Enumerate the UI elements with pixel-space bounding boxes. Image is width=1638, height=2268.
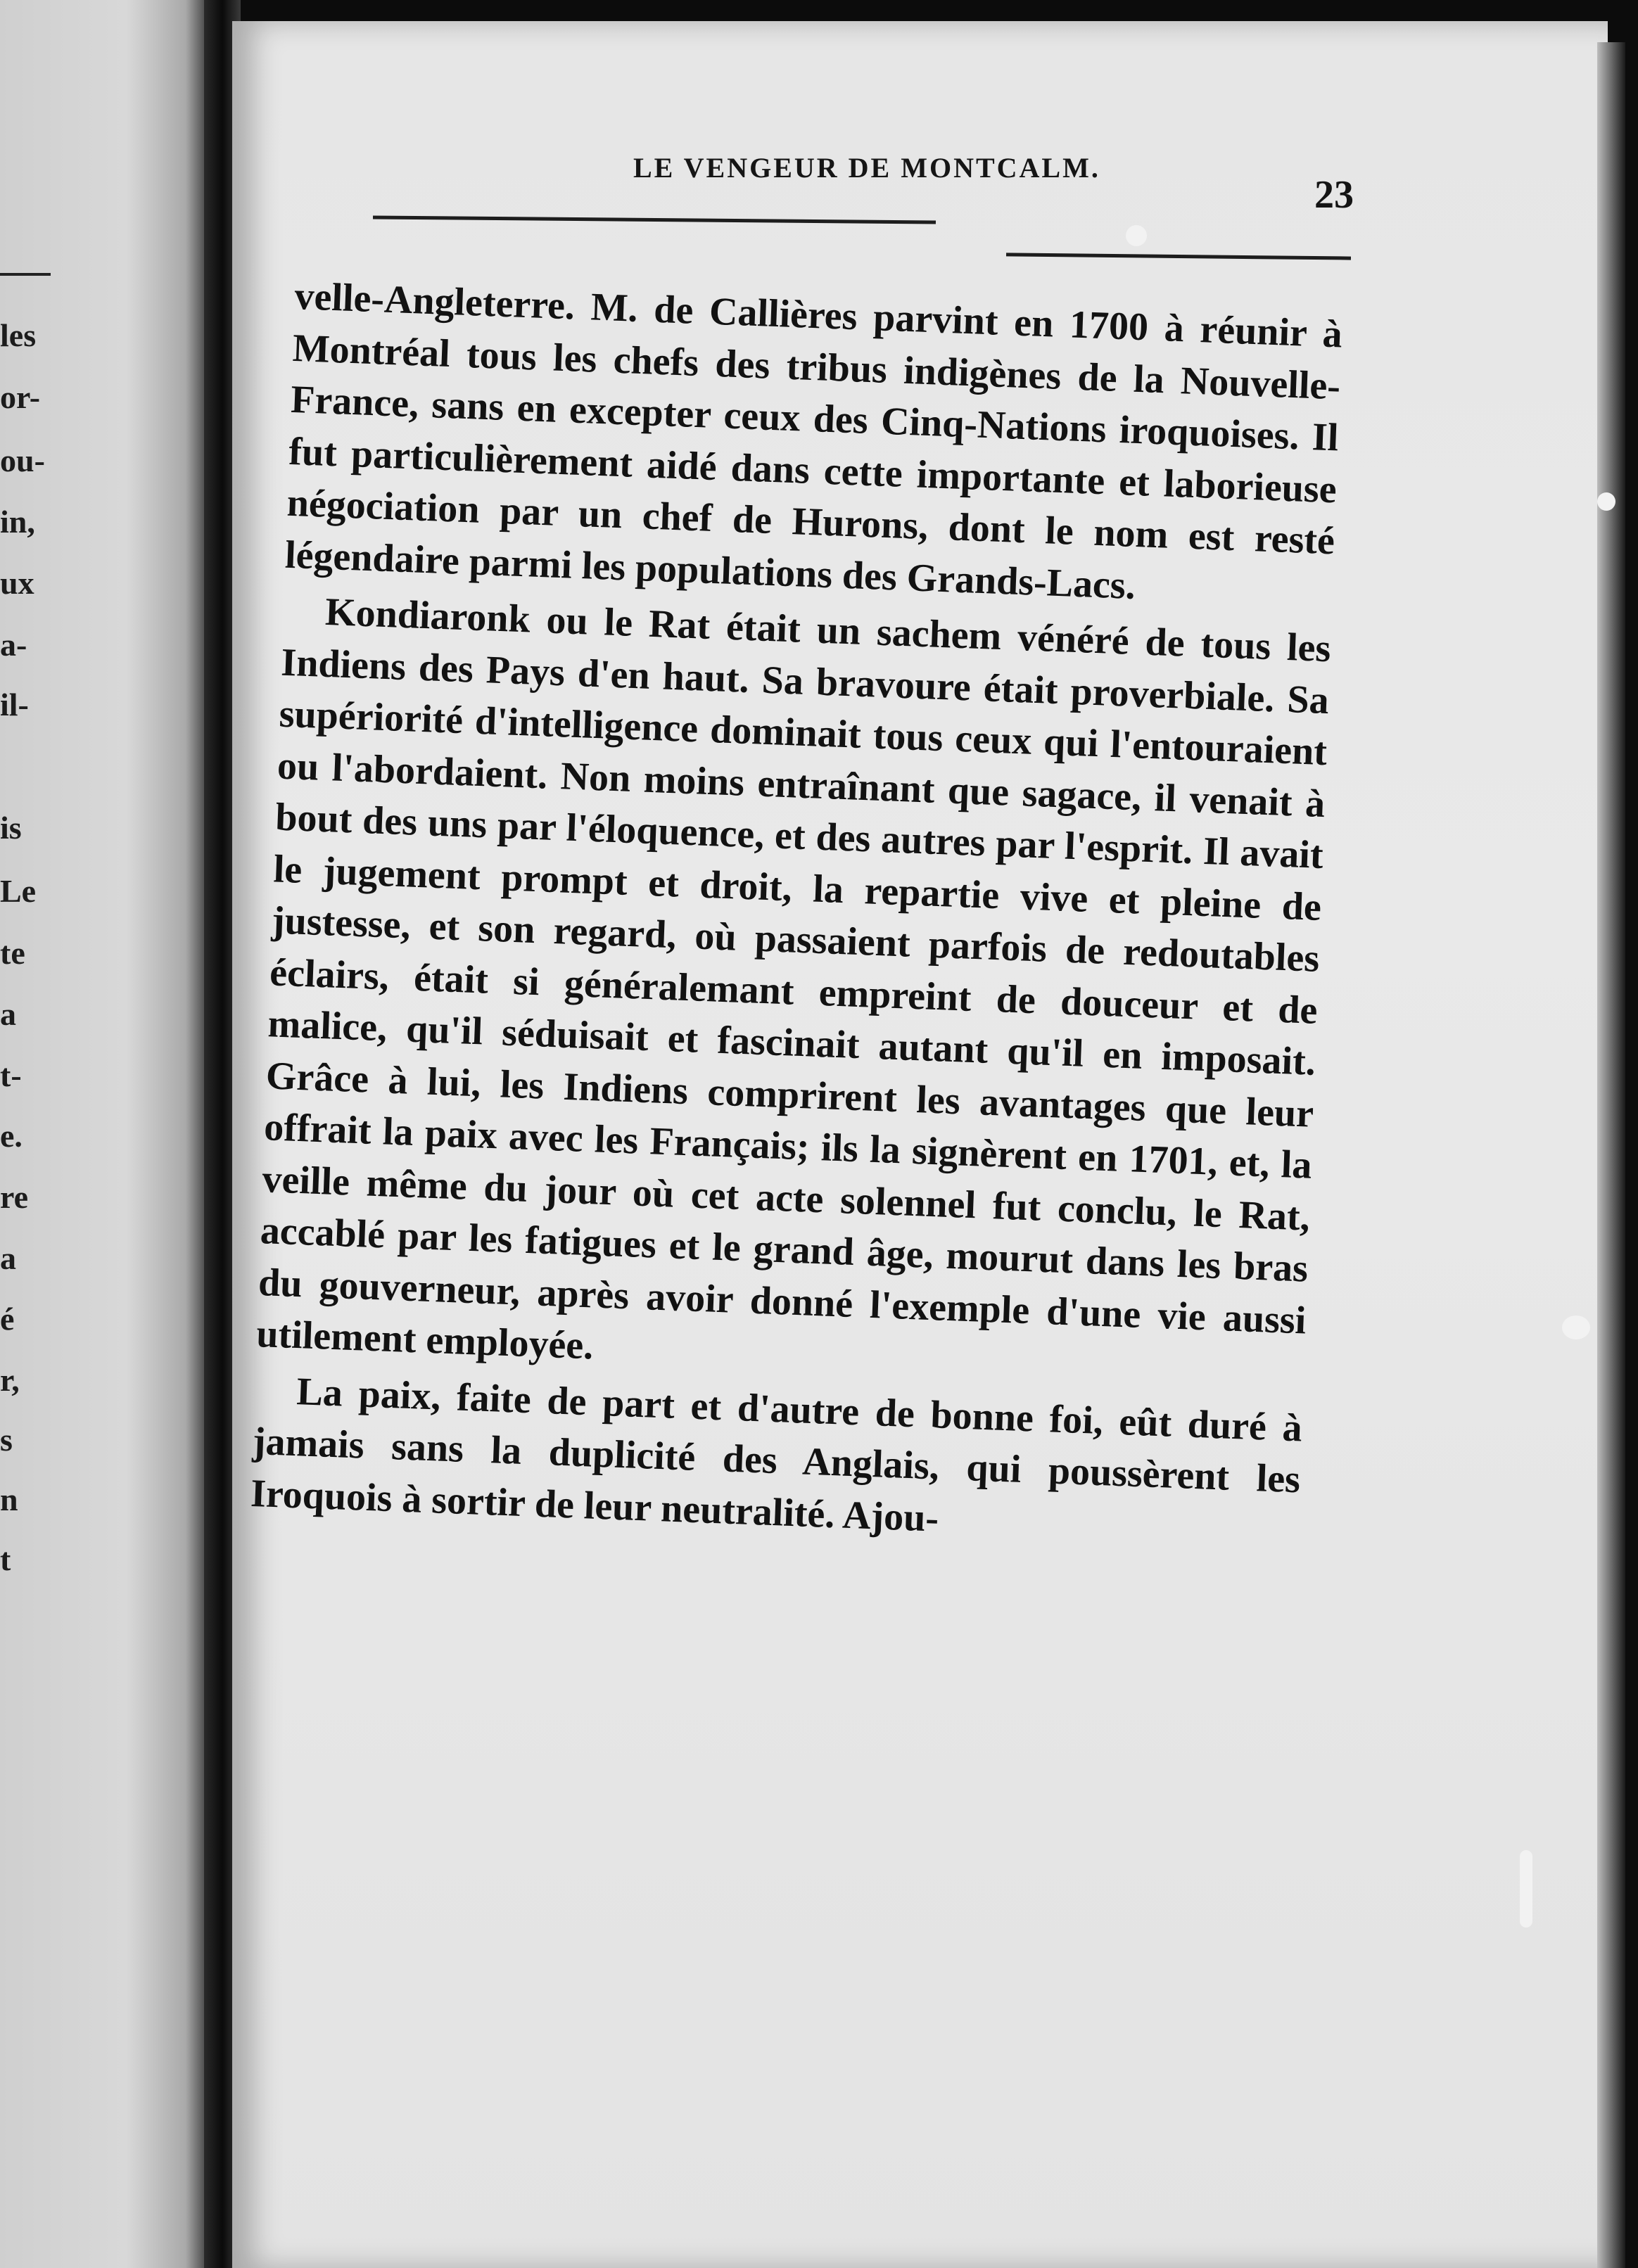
page-number: 23: [1314, 173, 1354, 217]
paragraph: velle-Angleterre. M. de Callières parvint en 1700 à réunir à Montréal tous les chefs des tribus indigènes de la Nouvelle-France, sans en excepter ceux des Cinq-Nations iroquoises. Il fut particulièrement aidé dans cette importante et laborieuse négociation par un chef de Hurons, dont le nom est resté légendaire parmi les populations des Grands-Lacs.: [284, 274, 1343, 608]
left-fragment: t-: [0, 1057, 22, 1093]
left-fragment: Le: [0, 873, 37, 909]
paragraph: La paix, faite de part et d'autre de bonne foi, eût duré à jamais sans la duplicité des Anglais, qui poussèrent les Iroquois à sortir de leur neutralité. Ajou-: [250, 1369, 1303, 1541]
left-fragment: is: [0, 810, 22, 846]
left-fragment: a: [0, 1240, 16, 1276]
paragraph: Kondiaronk ou le Rat était un sachem vénéré de tous les Indiens des Pays d'en haut. Sa bravoure était proverbiale. Sa supériorité d'intelligence dominait tous ceux qui l'entouraient ou l'abordaient. Non moins entraînant que sagace, il venait à bout des uns par l'éloquence, et des autres par l'esprit. Il avait le jugement prompt et droit, la repartie vive et pleine de justesse, et son regard, où passaient parfois de redoutables éclairs, était si généralemant empreint de douceur et de malice, qu'il séduisait et fascinait autant qu'il en imposait. Grâce à lui, les Indiens comprirent les avantages que leur offrait la paix avec les Français; ils la signèrent en 1701, et, la veille même du jour où cet acte solennel fut conclu, le Rat, accablé par les fatigues et le grand âge, mourut dans les bras du gouverneur, après avoir donné l'exemple d'une vie aussi utilement employée.: [255, 590, 1332, 1368]
left-fragment: te: [0, 935, 25, 971]
left-fragment: il-: [0, 687, 29, 722]
running-title: LE VENGEUR DE MONTCALM.: [633, 152, 1100, 184]
left-fragment: é: [0, 1301, 15, 1337]
left-fragment: e.: [0, 1118, 23, 1154]
scan-speck: [1597, 492, 1615, 511]
body-text: [250, 271, 1343, 1557]
page-edge-shadow: [1597, 42, 1625, 2268]
scan-speck: [1562, 1315, 1590, 1339]
scan-speck: [1520, 1850, 1532, 1928]
left-fragment: ux: [0, 565, 34, 601]
left-fragment: les: [0, 317, 37, 353]
left-fragment: r,: [0, 1362, 20, 1398]
left-page-rule: [0, 273, 51, 276]
left-fragment: or-: [0, 379, 41, 415]
left-fragment: re: [0, 1179, 29, 1215]
left-fragment: a: [0, 996, 16, 1032]
left-fragment: n: [0, 1482, 18, 1517]
left-fragment: ou-: [0, 442, 45, 478]
scan-speck: [1126, 225, 1147, 246]
left-fragment: a-: [0, 627, 27, 663]
left-facing-page: [0, 0, 211, 2268]
left-fragment: s: [0, 1422, 13, 1458]
left-fragment: t: [0, 1541, 11, 1577]
left-fragment: in,: [0, 504, 35, 540]
